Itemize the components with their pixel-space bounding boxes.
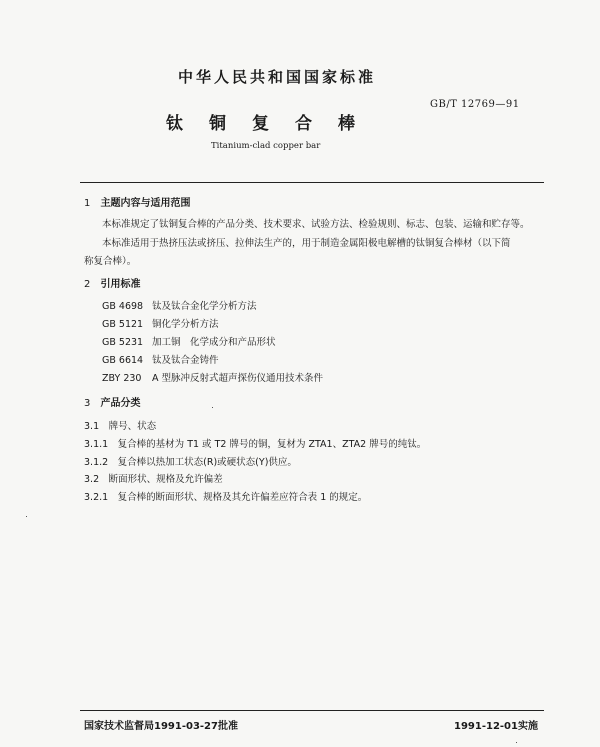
- national-standard-heading: 中华人民共和国国家标准: [178, 68, 377, 86]
- section-1-heading: [84, 194, 190, 209]
- top-divider: [80, 182, 544, 183]
- reference-item: [102, 334, 276, 348]
- section-number: 2: [84, 279, 91, 290]
- reference-code: GB 6614: [102, 355, 144, 366]
- clause-3-1-2: 3.1.2 复合棒以热加工状态(R)或硬状态(Y)供应。: [84, 457, 297, 468]
- implementation-date: 1991-12-01实施: [454, 721, 538, 732]
- section-2-heading: [84, 275, 140, 290]
- section-title: 产品分类: [100, 398, 141, 409]
- clause-3-2: 3.2 断面形状、规格及允许偏差: [84, 474, 223, 485]
- reference-item: [102, 316, 219, 330]
- scan-speck: [516, 742, 517, 743]
- reference-item: [102, 352, 219, 366]
- document-title-en: Titanium-clad copper bar: [211, 141, 321, 151]
- clause-3-1: 3.1 牌号、状态: [84, 421, 157, 432]
- clause-3-2-1: 3.2.1 复合棒的断面形状、规格及其允许偏差应符合表 1 的规定。: [84, 492, 368, 503]
- scan-speck: [26, 516, 27, 517]
- section-title: 引用标准: [100, 279, 141, 290]
- section-number: 1: [84, 198, 91, 209]
- reference-code: GB 4698: [102, 301, 144, 312]
- reference-title: A 型脉冲反射式超声探伤仪通用技术条件: [152, 373, 324, 384]
- reference-code: GB 5121: [102, 319, 144, 330]
- reference-title: 铜化学分析方法: [152, 319, 219, 330]
- section-1-para-1: 本标准规定了钛铜复合棒的产品分类、技术要求、试验方法、检验规则、标志、包装、运输和贮存等。: [102, 219, 530, 230]
- approval-line: 国家技术监督局1991-03-27批准: [84, 721, 238, 732]
- reference-item: [102, 370, 323, 384]
- scan-speck: [212, 407, 213, 408]
- reference-code: ZBY 230: [102, 373, 142, 384]
- bottom-divider: [80, 710, 544, 711]
- clause-3-1-1: 3.1.1 复合棒的基材为 T1 或 T2 牌号的铜，复材为 ZTA1、ZTA2 牌号的纯钛。: [84, 439, 427, 450]
- section-1-para-2-line-2: 称复合棒）。: [84, 256, 137, 267]
- reference-item: [102, 298, 257, 312]
- document-title-cn: 钛铜复合棒: [166, 114, 381, 134]
- standard-code: GB/T 12769—91: [430, 99, 520, 110]
- section-title: 主题内容与适用范围: [100, 198, 191, 209]
- reference-title: 钛及钛合金铸件: [152, 355, 219, 366]
- reference-code: GB 5231: [102, 337, 144, 348]
- section-1-para-2-line-1: 本标准适用于热挤压法或挤压、拉伸法生产的，用于制造金属阳极电解槽的钛铜复合棒材（以下简: [102, 238, 511, 249]
- section-3-heading: [84, 394, 140, 409]
- section-number: 3: [84, 398, 91, 409]
- reference-title: 加工铜 化学成分和产品形状: [152, 337, 276, 348]
- reference-title: 钛及钛合金化学分析方法: [152, 301, 257, 312]
